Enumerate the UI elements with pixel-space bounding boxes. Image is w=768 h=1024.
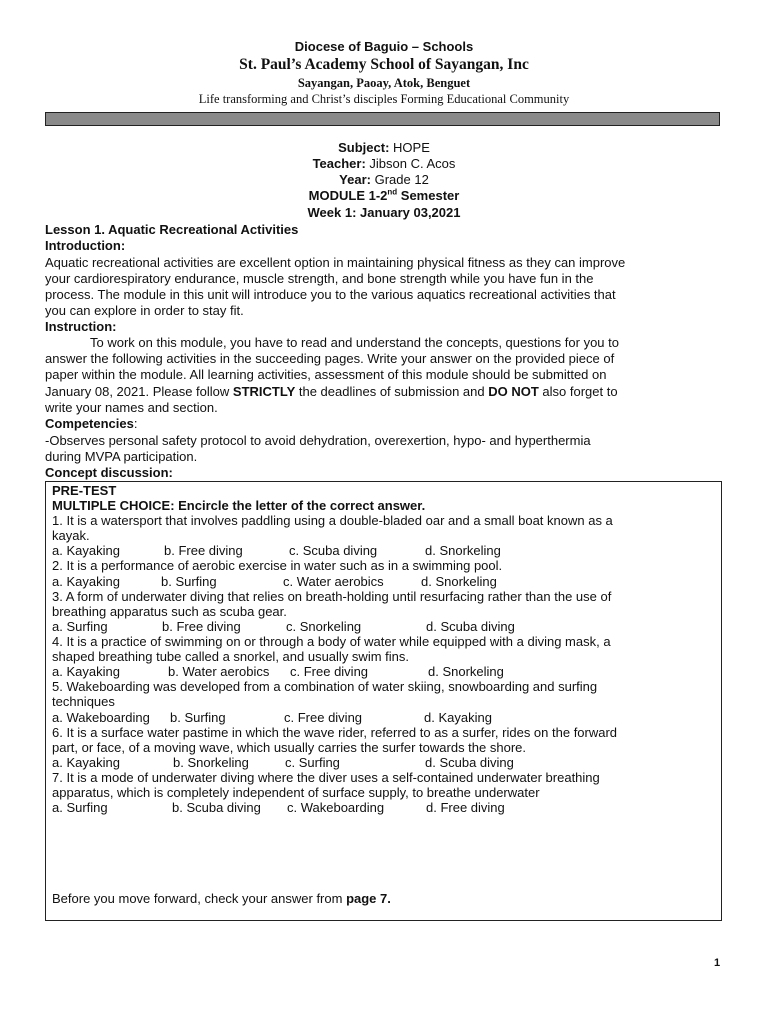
competency-line-1: -Observes personal safety protocol to avoid dehydration, overexertion, hypo- and hyperthermia <box>45 433 591 448</box>
concept-discussion-heading: Concept discussion: <box>45 465 173 480</box>
instruction-line-1: To work on this module, you have to read and understand the concepts, questions for you to <box>90 335 619 350</box>
q1-option-d[interactable]: d. Snorkeling <box>425 543 501 558</box>
q2-option-d[interactable]: d. Snorkeling <box>421 574 497 589</box>
question-7-line-2: apparatus, which is completely independent of surface supply, to breathe underwater <box>52 785 540 800</box>
question-3-line-1: 3. A form of underwater diving that relies on breath-holding until resurfacing rather than the use of <box>52 589 612 604</box>
question-5-options <box>52 710 492 725</box>
school-motto: Life transforming and Christ’s disciples Forming Educational Community <box>198 92 570 106</box>
q3-option-b[interactable]: b. Free diving <box>162 619 241 634</box>
question-4-options <box>52 664 504 679</box>
question-4-line-2: shaped breathing tube called a snorkel, and usually swim fins. <box>52 649 409 664</box>
subject-value: HOPE <box>393 140 430 155</box>
q4-option-a[interactable]: a. Kayaking <box>52 664 120 679</box>
instruction-line-4 <box>45 384 618 399</box>
instr-do-not: DO NOT <box>488 384 539 399</box>
subject-label: Subject: <box>338 140 390 155</box>
module-superscript: nd <box>387 187 398 197</box>
pretest-title-text: PRE-TEST <box>52 483 117 498</box>
instr-strictly: STRICTLY <box>232 384 296 399</box>
q6-option-d[interactable]: d. Scuba diving <box>425 755 514 770</box>
lesson-title: Lesson 1. Aquatic Recreational Activities <box>45 222 299 237</box>
instr-text-e: also forget to <box>538 384 618 399</box>
q7-option-c[interactable]: c. Wakeboarding <box>287 800 385 815</box>
question-5-line-1: 5. Wakeboarding was developed from a combination of water skiing, snowboarding and surfing <box>52 679 598 694</box>
year-line <box>0 172 768 187</box>
question-3-options <box>52 619 515 634</box>
q7-option-a[interactable]: a. Surfing <box>52 800 108 815</box>
competencies-heading: Competencies <box>45 416 134 431</box>
subject-line <box>0 140 768 155</box>
q4-option-d[interactable]: d. Snorkeling <box>428 664 504 679</box>
q2-option-a[interactable]: a. Kayaking <box>52 574 120 589</box>
q7-option-d[interactable]: d. Free diving <box>426 800 505 815</box>
q4-option-b[interactable]: b. Water aerobics <box>168 664 270 679</box>
question-6-line-1: 6. It is a surface water pastime in which the wave rider, referred to as a surfer, rides on the forward <box>52 725 618 740</box>
competencies-heading-line <box>45 416 138 431</box>
question-4-line-1: 4. It is a practice of swimming on or through a body of water while equipped with a diving mask, a <box>52 634 611 649</box>
question-2-line-1: 2. It is a performance of aerobic exercise in water such as in a swimming pool. <box>52 558 503 573</box>
question-6-line-2: part, or face, of a moving wave, which usually carries the surfer towards the shore. <box>52 740 526 755</box>
header-divider-bar <box>45 112 720 126</box>
question-7-options <box>52 800 505 815</box>
q5-option-a[interactable]: a. Wakeboarding <box>52 710 150 725</box>
school-address: Sayangan, Paoay, Atok, Benguet <box>297 76 471 90</box>
year-value: Grade 12 <box>374 172 429 187</box>
pretest-footer <box>52 891 391 906</box>
q6-option-a[interactable]: a. Kayaking <box>52 755 120 770</box>
q1-option-c[interactable]: c. Scuba diving <box>289 543 378 558</box>
instruction-line-5: write your names and section. <box>45 400 218 415</box>
week-line: Week 1: January 03,2021 <box>307 205 461 220</box>
instr-text-c: the deadlines of submission and <box>295 384 489 399</box>
teacher-value: Jibson C. Acos <box>369 156 456 171</box>
diocese-heading: Diocese of Baguio – Schools <box>294 39 474 54</box>
instr-text-a: January 08, 2021. Please follow <box>45 384 233 399</box>
page-number: 1 <box>714 957 721 969</box>
q4-option-c[interactable]: c. Free diving <box>290 664 369 679</box>
pretest-title <box>52 483 116 498</box>
q5-option-c[interactable]: c. Free diving <box>284 710 363 725</box>
question-6-options <box>52 755 514 770</box>
instruction-heading: Instruction: <box>45 319 117 334</box>
q6-option-b[interactable]: b. Snorkeling <box>173 755 249 770</box>
q5-option-d[interactable]: d. Kayaking <box>424 710 492 725</box>
module-semester: Semester <box>397 188 460 203</box>
intro-line-2: your cardiorespiratory endurance, muscle strength, and bone strength while you have fun in the <box>45 271 594 286</box>
teacher-line <box>0 156 768 171</box>
question-5-line-2: techniques <box>52 694 115 709</box>
intro-line-1: Aquatic recreational activities are excellent option in maintaining physical fitness as they can improve <box>45 255 626 270</box>
pretest-footer-text: Before you move forward, check your answer from <box>52 891 347 906</box>
year-label: Year: <box>339 172 371 187</box>
answer-page-reference: page 7. <box>346 891 391 906</box>
q2-option-c[interactable]: c. Water aerobics <box>283 574 384 589</box>
q3-option-c[interactable]: c. Snorkeling <box>286 619 362 634</box>
q2-option-b[interactable]: b. Surfing <box>161 574 217 589</box>
q3-option-a[interactable]: a. Surfing <box>52 619 108 634</box>
intro-line-4: you can explore in order to stay fit. <box>45 303 244 318</box>
teacher-label: Teacher: <box>312 156 366 171</box>
intro-line-3: process. The module in this unit will introduce you to the various aquatics recreational activities that <box>45 287 616 302</box>
question-3-line-2: breathing apparatus such as scuba gear. <box>52 604 287 619</box>
introduction-heading: Introduction: <box>45 238 126 253</box>
q3-option-d[interactable]: d. Scuba diving <box>426 619 515 634</box>
question-2-options <box>52 574 497 589</box>
q1-option-a[interactable]: a. Kayaking <box>52 543 120 558</box>
competencies-colon: : <box>133 416 138 431</box>
instruction-line-2: answer the following activities in the succeeding pages. Write your answer on the provided piece of <box>45 351 615 366</box>
q1-option-b[interactable]: b. Free diving <box>164 543 243 558</box>
q6-option-c[interactable]: c. Surfing <box>285 755 340 770</box>
pretest-instruction-text: MULTIPLE CHOICE: Encircle the letter of the correct answer. <box>52 498 426 513</box>
module-text: MODULE 1-2 <box>308 188 388 203</box>
module-line <box>0 188 768 203</box>
q7-option-b[interactable]: b. Scuba diving <box>172 800 261 815</box>
school-name: St. Paul’s Academy School of Sayangan, Inc <box>239 56 529 73</box>
question-1-options <box>52 543 501 558</box>
instruction-line-3: paper within the module. All learning activities, assessment of this module should be submitted on <box>45 367 607 382</box>
question-1-line-1: 1. It is a watersport that involves paddling using a double-bladed oar and a small boat known as a <box>52 513 613 528</box>
question-7-line-1: 7. It is a mode of underwater diving where the diver uses a self-contained underwater breathing <box>52 770 600 785</box>
pretest-instruction <box>52 498 425 513</box>
q5-option-b[interactable]: b. Surfing <box>170 710 226 725</box>
question-1-line-2: kayak. <box>52 528 90 543</box>
competency-line-2: during MVPA participation. <box>45 449 198 464</box>
